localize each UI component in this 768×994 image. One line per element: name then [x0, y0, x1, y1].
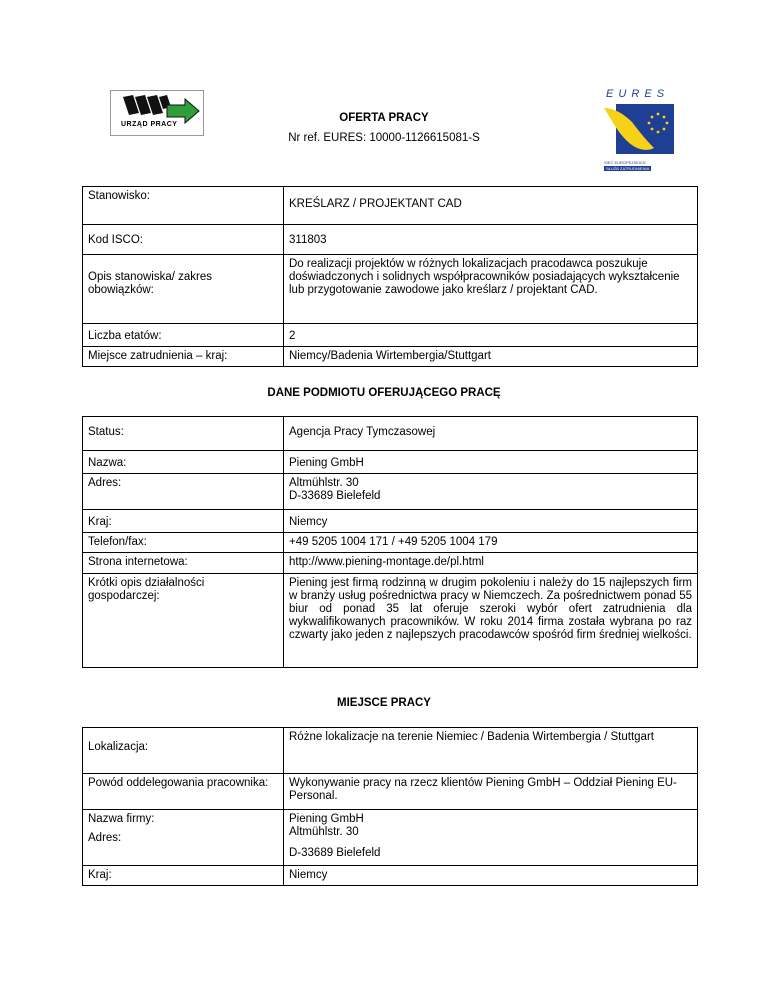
workplace-kraj-value: Niemcy	[284, 866, 698, 886]
adres-label-2: Adres:	[88, 832, 122, 844]
employer-section-title: DANE PODMIOTU OFERUJĄCEGO PRACĘ	[267, 387, 501, 399]
adres-line-2: D-33689 Bielefeld	[289, 490, 381, 502]
telefon-label: Telefon/fax:	[83, 533, 284, 553]
eures-logo-title: E U R E S	[606, 88, 666, 100]
table-row	[83, 810, 698, 866]
kraj-value	[284, 510, 698, 533]
table-row	[83, 510, 698, 533]
telefon-value: +49 5205 1004 171 / +49 5205 1004 179	[284, 533, 698, 553]
lokalizacja-value: Różne lokalizacje na terenie Niemiec / Badenia Wirtembergia / Stuttgart	[284, 728, 698, 774]
kraj-label	[83, 510, 284, 533]
nazwa-value-text: Piening GmbH	[289, 457, 364, 469]
nazwa-label	[83, 451, 284, 474]
eures-logo-sub1: SIEĆ EUROPEJSKICH	[604, 160, 646, 165]
eures-emblem	[602, 100, 676, 160]
eures-logo-sub2: SŁUŻB ZATRUDNIENIA	[606, 166, 650, 171]
status-label-text: Status:	[88, 426, 124, 438]
table-row	[83, 774, 698, 810]
table-row	[83, 728, 698, 774]
firma-adres-label	[83, 810, 284, 866]
stanowisko-label: Stanowisko:	[83, 187, 284, 225]
job-table	[82, 186, 698, 367]
table-row	[83, 324, 698, 347]
firma-value: Piening GmbH	[289, 813, 364, 825]
stanowisko-text: KREŚLARZ / PROJEKTANT CAD	[289, 198, 462, 210]
urzad-pracy-logo-text: URZĄD PRACY	[121, 121, 178, 128]
etaty-value-text: 2	[289, 330, 296, 342]
table-row	[83, 187, 698, 225]
reference-number: Nr ref. EURES: 10000-1126615081-S	[288, 132, 480, 144]
miejsce-value: Niemcy/Badenia Wirtembergia/Stuttgart	[284, 347, 698, 367]
www-label: Strona internetowa:	[83, 553, 284, 574]
workplace-table	[82, 727, 698, 886]
powod-value: Wykonywanie pracy na rzecz klientów Piening GmbH – Oddział Piening EU-Personal.	[284, 774, 698, 810]
opis-label-text: Opis stanowiska/ zakres obowiązków:	[88, 271, 212, 296]
nazwa-label-text: Nazwa:	[88, 457, 127, 469]
workplace-adres-line-1: Altmühlstr. 30	[289, 826, 359, 838]
isco-label-text: Kod ISCO:	[88, 234, 143, 246]
etaty-value	[284, 324, 698, 347]
lokalizacja-label-text: Lokalizacja:	[88, 741, 149, 753]
employer-table	[82, 416, 698, 668]
workplace-adres-line-2: D-33689 Bielefeld	[289, 847, 381, 859]
powod-label: Powód oddelegowania pracownika:	[83, 774, 284, 810]
table-row	[83, 533, 698, 553]
firma-adres-value	[284, 810, 698, 866]
kraj-label-text: Kraj:	[88, 516, 112, 528]
firma-label: Nazwa firmy:	[88, 813, 155, 825]
nazwa-value	[284, 451, 698, 474]
stanowisko-value	[284, 187, 698, 225]
table-row	[83, 417, 698, 451]
kraj-value-text: Niemcy	[289, 516, 328, 528]
table-row	[83, 225, 698, 255]
etaty-label-text: Liczba etatów:	[88, 330, 162, 342]
workplace-section-title: MIEJSCE PRACY	[337, 697, 431, 709]
table-row	[83, 553, 698, 574]
table-row	[83, 866, 698, 886]
adres-label: Adres:	[83, 474, 284, 510]
opis-value: Do realizacji projektów w różnych lokalizacjach pracodawca poszukuje doświadczonych i solidnych współpracowników posiadających wykształcenie lub przygotowanie zawodowe jako kreślarz / projektant CAD.	[284, 255, 698, 324]
lokalizacja-label	[83, 728, 284, 774]
dzialalnosc-value: Piening jest firmą rodzinną w drugim pokoleniu i należy do 15 najlepszych firm w branży usług pośrednictwa pracy w Niemczech. Za pośrednictwem ponad 55 biur od ponad 35 lat oferuje szeroki wybór ofert zatrudnienia dla wykwalifikowanych pracowników. W roku 2014 firma została wybrana po raz czwarty jako jeden z najlepszych pracodawców spośród firm średniej wielkości.	[284, 574, 698, 668]
www-link[interactable]: http://www.piening-montage.de/pl.html	[284, 553, 698, 574]
adres-line-1: Altmühlstr. 30	[289, 477, 359, 489]
table-row	[83, 451, 698, 474]
status-label	[83, 417, 284, 451]
table-row	[83, 574, 698, 668]
isco-value-text: 311803	[289, 234, 327, 246]
isco-label	[83, 225, 284, 255]
opis-label	[83, 255, 284, 324]
status-value	[284, 417, 698, 451]
etaty-label	[83, 324, 284, 347]
page-title: OFERTA PRACY	[339, 112, 429, 124]
table-row	[83, 255, 698, 324]
adres-value	[284, 474, 698, 510]
isco-value	[284, 225, 698, 255]
workplace-kraj-label: Kraj:	[83, 866, 284, 886]
table-row	[83, 347, 698, 367]
dzialalnosc-label: Krótki opis działalności gospodarczej:	[83, 574, 284, 668]
status-value-text: Agencja Pracy Tymczasowej	[289, 426, 436, 438]
miejsce-label: Miejsce zatrudnienia – kraj:	[83, 347, 284, 367]
table-row	[83, 474, 698, 510]
